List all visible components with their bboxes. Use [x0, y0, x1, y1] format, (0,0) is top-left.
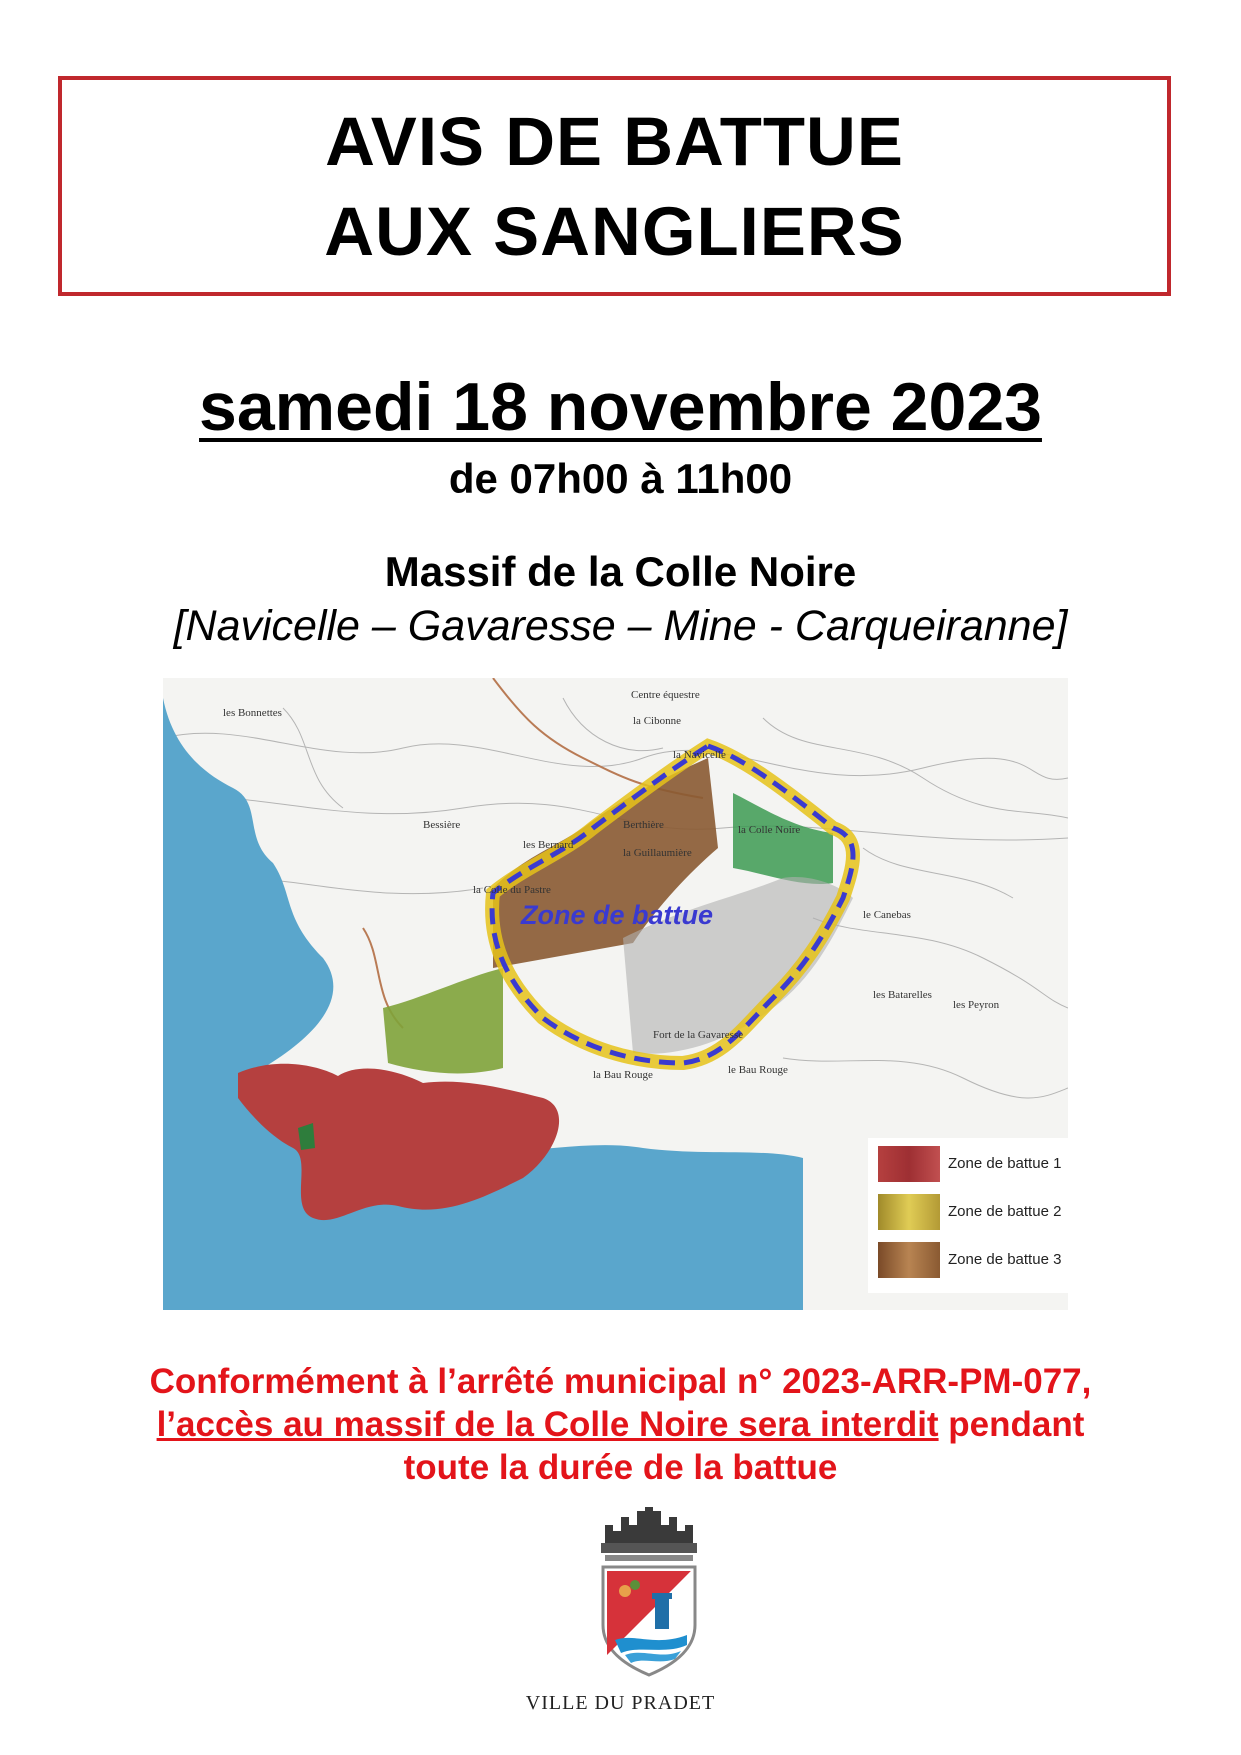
town-crest-icon — [595, 1505, 703, 1680]
event-date — [0, 368, 1241, 446]
place-name: la Colle du Pastre — [473, 884, 551, 896]
place-name: la Guillaumière — [623, 847, 692, 859]
place-name: Centre équestre — [631, 689, 700, 701]
notice-line-2 — [0, 1403, 1241, 1446]
legend-swatch-zone-3 — [878, 1242, 940, 1278]
legend-label: Zone de battue 1 — [948, 1155, 1062, 1172]
access-notice — [0, 1360, 1241, 1489]
place-name: les Peyron — [953, 999, 1000, 1011]
place-name: les Bonnettes — [223, 707, 282, 719]
place-name: Berthière — [623, 819, 664, 831]
place-name: les Bernard — [523, 839, 574, 851]
place-name: Bessière — [423, 819, 461, 831]
notice-restriction: l’accès au massif de la Colle Noire sera interdit — [156, 1405, 939, 1444]
place-name: les Batarelles — [873, 989, 932, 1001]
place-name: la Colle Noire — [738, 824, 801, 836]
title-line-2: AUX SANGLIERS — [324, 193, 905, 270]
legend-swatch-zone-2 — [878, 1194, 940, 1230]
place-name: la Bau Rouge — [593, 1069, 653, 1081]
event-date-text: samedi 18 novembre 2023 — [199, 369, 1042, 445]
title-line-1: AVIS DE BATTUE — [325, 103, 904, 180]
place-name: le Bau Rouge — [728, 1064, 788, 1076]
legend-swatch-zone-1 — [878, 1146, 940, 1182]
event-location: Massif de la Colle Noire — [384, 548, 857, 595]
town-name: VILLE DU PRADET — [525, 1692, 716, 1714]
place-name: Fort de la Gavaresse — [653, 1029, 744, 1041]
place-name: la Navicelle — [673, 749, 726, 761]
event-places: [Navicelle – Gavaresse – Mine - Carqueiranne] — [173, 602, 1068, 650]
place-name: le Canebas — [863, 909, 911, 921]
event-hours: de 07h00 à 11h00 — [448, 455, 793, 502]
notice-line-1: Conformément à l’arrêté municipal n° 2023-ARR-PM-077, — [149, 1362, 1092, 1401]
legend-label: Zone de battue 3 — [948, 1251, 1062, 1268]
place-name: la Cibonne — [633, 715, 681, 727]
legend-label: Zone de battue 2 — [948, 1203, 1062, 1220]
notice-line-3: toute la durée de la battue — [403, 1448, 838, 1487]
map-legend — [868, 1138, 1068, 1293]
notice-line-2-rest: pendant — [938, 1405, 1085, 1444]
zone-label: Zone de battue — [521, 900, 714, 930]
title-box — [58, 76, 1171, 296]
